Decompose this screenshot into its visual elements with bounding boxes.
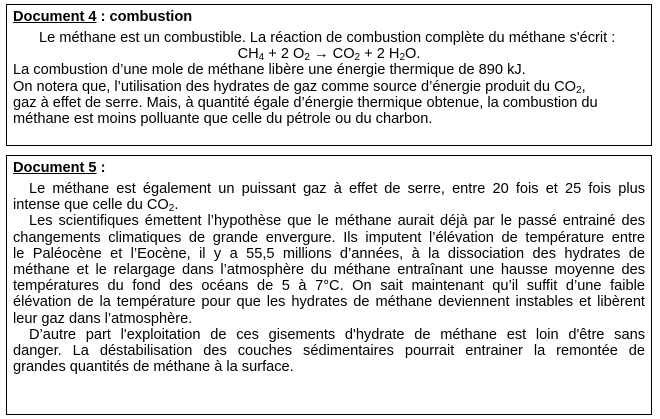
document-5-title-suffix: : xyxy=(96,160,106,176)
document-4-line-2: La combustion d’une mole de méthane libère une énergie thermique de 890 kJ. xyxy=(13,62,526,79)
document-5-p2-line-2: changements climatiques de grande envergure. Ils imputent l’élévation de température entre xyxy=(13,229,645,246)
document-5-title xyxy=(13,160,645,176)
document-5-p2-line-7: leur gaz dans l’atmosphère. xyxy=(13,310,193,327)
document-4-line-5: méthane est moins polluante que celle du pétrole ou du charbon. xyxy=(13,111,433,128)
document-5-p3-line-2: danger. La déstabilisation des couches sédimentaires pourrait entrainer la remontée de xyxy=(13,343,645,360)
document-5-box xyxy=(6,155,652,415)
document-5-p1-line-1: Le méthane est également un puissant gaz à effet de serre, entre 20 fois et 25 fois plus xyxy=(29,181,645,197)
document-5-p3-line-3: grandes quantités de méthane à la surface. xyxy=(13,359,294,376)
document-5-p2-line-4: méthane et le relargage dans l’atmosphère du méthane entraînant une hausse moyenne des xyxy=(13,262,645,279)
combustion-equation: $CH_4 + 2$ $O_2 \to CO_2 + 2$ $H_2O$. xyxy=(237,46,421,64)
document-4-title xyxy=(13,9,645,25)
document-5-p2-line-1: Les scientifiques émettent l’hypothèse que le méthane aurait déjà par le passé entrainé des xyxy=(29,213,645,230)
document-4-box xyxy=(6,4,652,146)
document-4-line-1: Le méthane est un combustible. La réaction de combustion complète du méthane s'écrit : xyxy=(39,30,616,46)
document-5-title-label: Document 5 xyxy=(13,160,97,176)
document-4-title-suffix: : combustion xyxy=(96,9,193,25)
document-5-p2-line-6: élévation de la température pour que les hydrates de méthane deviennent instables et libèrent xyxy=(13,294,645,311)
document-4-line-3: On notera que, l’utilisation des hydrates de gaz comme source d’énergie produit du $CO_2$, xyxy=(13,78,586,96)
document-4-line-4: gaz à effet de serre. Mais, à quantité égale d’énergie thermique obtenue, la combustion du xyxy=(13,94,598,111)
document-5-p3-line-1: D’autre part l'exploitation de ces gisements d'hydrate de méthane est loin d'être sans xyxy=(29,326,645,343)
document-5-p1-line-2: intense que celle du $CO_2$. xyxy=(13,197,179,215)
document-5-p2-line-3: le Paléocène et l’Eocène, il y a 55,5 millions d’années, à la dissociation des hydrates de xyxy=(13,245,645,262)
document-5-p2-line-5: températures du fond des océans de 5 à 7°C. On sait maintenant qu’il suffit d’une faible xyxy=(13,278,645,295)
document-4-title-label: Document 4 xyxy=(13,9,97,25)
